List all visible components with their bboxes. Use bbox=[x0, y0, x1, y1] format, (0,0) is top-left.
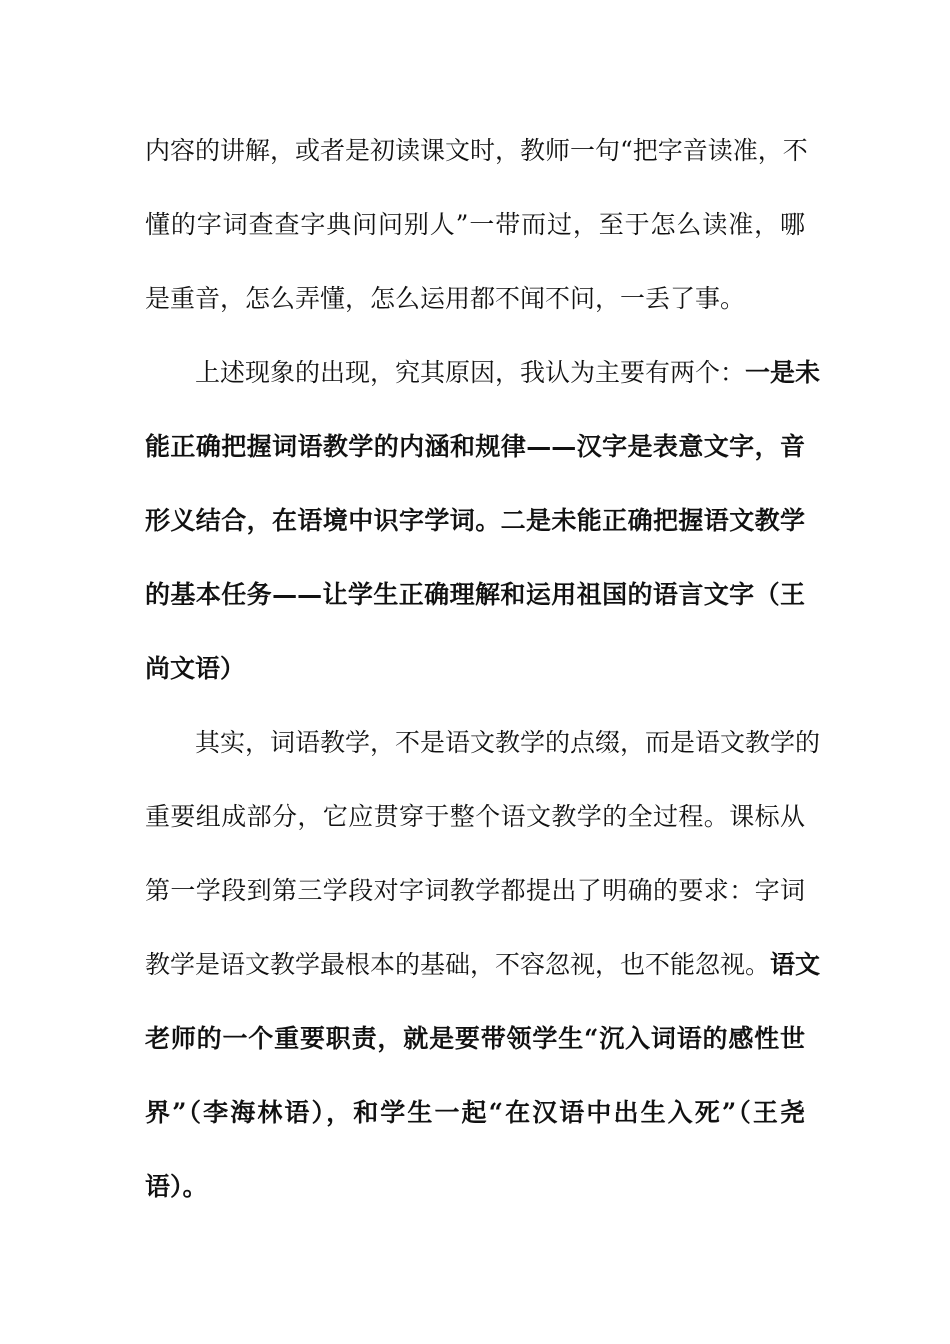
paragraph-1-line-2 bbox=[145, 207, 805, 243]
bold-text-run: 语）。 bbox=[145, 1172, 208, 1201]
bold-text-run: 能正确把握词语教学的内涵和规律——汉字是表意文字，音 bbox=[145, 432, 805, 461]
paragraph-3-line-6 bbox=[145, 1095, 805, 1131]
paragraph-1-line-3 bbox=[145, 281, 805, 317]
paragraph-2-line-1 bbox=[195, 355, 821, 391]
paragraph-1-line-1 bbox=[145, 133, 808, 169]
paragraph-2-line-2 bbox=[145, 429, 805, 465]
paragraph-2-line-3 bbox=[145, 503, 805, 539]
bold-text-run: 的基本任务——让学生正确理解和运用祖国的语言文字（王 bbox=[145, 580, 805, 609]
paragraph-3-line-4 bbox=[145, 947, 821, 983]
bold-text-run: 尚文语） bbox=[145, 654, 246, 683]
bold-text-run: 语文 bbox=[770, 950, 821, 979]
text-run: 教学是语文教学最根本的基础，不容忽视，也不能忽视。 bbox=[145, 950, 771, 979]
bold-text-run: 界”（李海林语），和学生一起“在汉语中出生入死”（王尧 bbox=[145, 1098, 805, 1127]
text-run: 第一学段到第三学段对字词教学都提出了明确的要求：字词 bbox=[145, 876, 805, 905]
paragraph-3-line-7 bbox=[145, 1169, 805, 1205]
text-run: 懂的字词查查字典问问别人”一带而过，至于怎么读准，哪 bbox=[145, 210, 805, 239]
text-run: 重要组成部分，它应贯穿于整个语文教学的全过程。课标从 bbox=[145, 802, 805, 831]
paragraph-3-line-1 bbox=[195, 725, 821, 761]
paragraph-3-line-5 bbox=[145, 1021, 805, 1057]
text-run: 上述现象的出现，究其原因，我认为主要有两个： bbox=[195, 358, 746, 387]
text-run: 内容的讲解，或者是初读课文时，教师一句“把字音读准，不 bbox=[145, 136, 808, 165]
text-run: 是重音，怎么弄懂，怎么运用都不闻不问，一丢了事。 bbox=[145, 284, 746, 313]
bold-text-run: 一是未 bbox=[745, 358, 821, 387]
text-run: 其实，词语教学，不是语文教学的点缀，而是语文教学的 bbox=[195, 728, 821, 757]
paragraph-3-line-3 bbox=[145, 873, 805, 909]
bold-text-run: 老师的一个重要职责，就是要带领学生“沉入词语的感性世 bbox=[145, 1024, 805, 1053]
paragraph-2-line-5 bbox=[145, 651, 805, 687]
paragraph-3-line-2 bbox=[145, 799, 805, 835]
paragraph-2-line-4 bbox=[145, 577, 805, 613]
bold-text-run: 形义结合，在语境中识字学词。二是未能正确把握语文教学 bbox=[145, 506, 805, 535]
